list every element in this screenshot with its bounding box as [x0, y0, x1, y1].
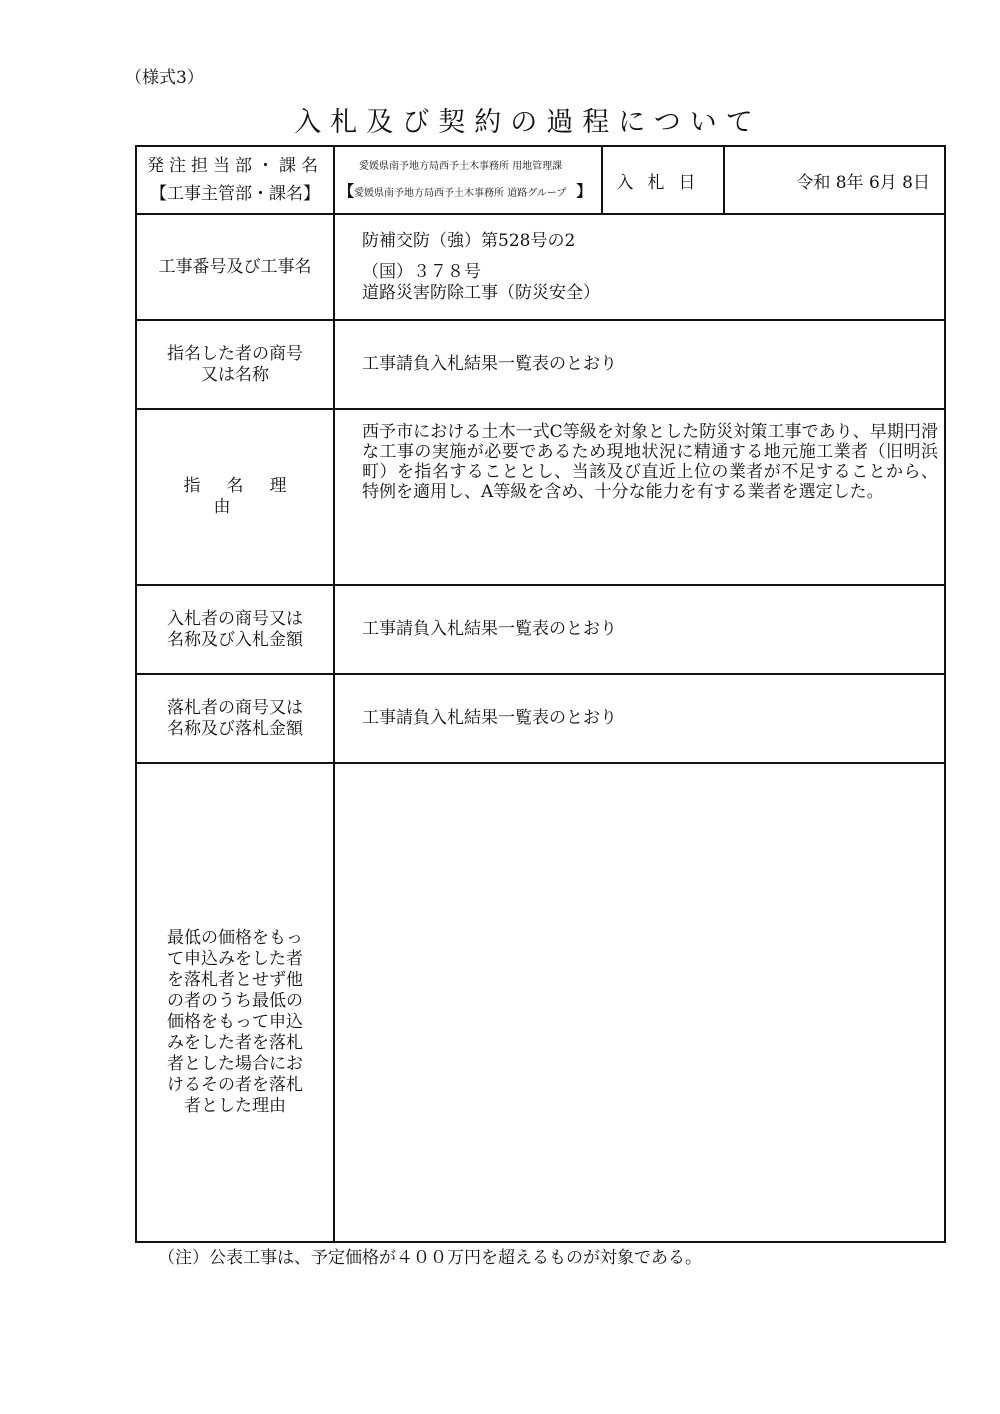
lowest-price-row — [136, 763, 945, 1242]
winner-label-line1: 落札者の商号又は — [167, 697, 303, 718]
header-row — [136, 146, 945, 214]
project-name: 道路災害防除工事（防災安全） — [362, 282, 600, 303]
nominated-label-cell — [136, 320, 334, 409]
reason-value: 西予市における土木一式C等級を対象とした防災対策工事であり、早期円滑な工事の実施が必要であるため現地状況に精通する地元施工業者（旧明浜町）を指名することとし、当該及び直近上位の業者が不足することから、特例を適用し、A等級を含め、十分な能力を有する業者を選定した。 — [334, 409, 945, 585]
dept-value-line2-wrap — [339, 179, 601, 206]
dept-value-line2: 愛媛県南予地方局西予土木事務所 道路グループ — [354, 187, 567, 199]
bid-date-label: 入札日 — [602, 146, 724, 214]
bracket-open: 【 — [339, 181, 355, 200]
project-number: 防補交防（強）第528号の2 — [362, 230, 576, 251]
project-label: 工事番号及び工事名 — [136, 214, 334, 320]
reason-label-cell — [136, 409, 334, 585]
project-value-cell — [334, 214, 945, 320]
bidders-label-line2: 名称及び入札金額 — [167, 629, 303, 650]
reason-row — [136, 409, 945, 585]
dept-label-line1: 発注担当部・課名 — [147, 156, 323, 176]
dept-label-line2: 【工事主管部・課名】 — [150, 184, 320, 204]
lowest-price-label-line8: けるその者を落札 — [167, 1075, 303, 1095]
winner-label-cell — [136, 674, 334, 763]
winner-row — [136, 674, 945, 763]
lowest-price-label-line5: 価格をもって申込 — [167, 1012, 303, 1032]
nominated-label-line1: 指名した者の商号 — [167, 343, 303, 364]
bidders-label-line1: 入札者の商号又は — [167, 608, 303, 629]
project-route: （国）３７８号 — [362, 261, 481, 282]
lowest-price-label-line3: を落札者とせず他 — [167, 970, 303, 990]
lowest-price-label-line2: て申込みをした者 — [167, 949, 303, 969]
dept-value-cell — [334, 146, 602, 214]
lowest-price-label-line1: 最低の価格をもっ — [167, 928, 303, 948]
lowest-price-label-line7: 者とした場合にお — [167, 1054, 303, 1074]
lowest-price-label-line9: 者とした理由 — [184, 1096, 286, 1116]
bracket-close: 】 — [576, 181, 592, 200]
lowest-price-value — [334, 763, 945, 1242]
footnote: （注）公表工事は、予定価格が４００万円を超えるものが対象である。 — [158, 1248, 702, 1268]
dept-value-line1: 愛媛県南予地方局西予土木事務所 用地管理課 — [359, 160, 563, 172]
lowest-price-label-cell — [136, 763, 334, 1242]
process-table — [135, 145, 946, 1243]
winner-value: 工事請負入札結果一覧表のとおり — [334, 674, 945, 763]
nominated-label-line2: 又は名称 — [201, 364, 269, 385]
bidders-value: 工事請負入札結果一覧表のとおり — [334, 585, 945, 674]
bid-date-value: 令和 8年 6月 8日 — [724, 146, 945, 214]
lowest-price-label-line4: の者のうち最低の — [167, 991, 303, 1011]
reason-label: 指名理由 — [183, 476, 313, 517]
bidders-label-cell — [136, 585, 334, 674]
project-row — [136, 214, 945, 320]
dept-label-cell — [136, 146, 334, 214]
winner-label-line2: 名称及び落札金額 — [167, 718, 303, 739]
form-number: （様式3） — [125, 68, 204, 88]
bidders-row — [136, 585, 945, 674]
nominated-row — [136, 320, 945, 409]
page-title: 入札及び契約の過程について — [294, 107, 762, 138]
nominated-value: 工事請負入札結果一覧表のとおり — [334, 320, 945, 409]
lowest-price-label-line6: みをした者を落札 — [167, 1033, 303, 1053]
